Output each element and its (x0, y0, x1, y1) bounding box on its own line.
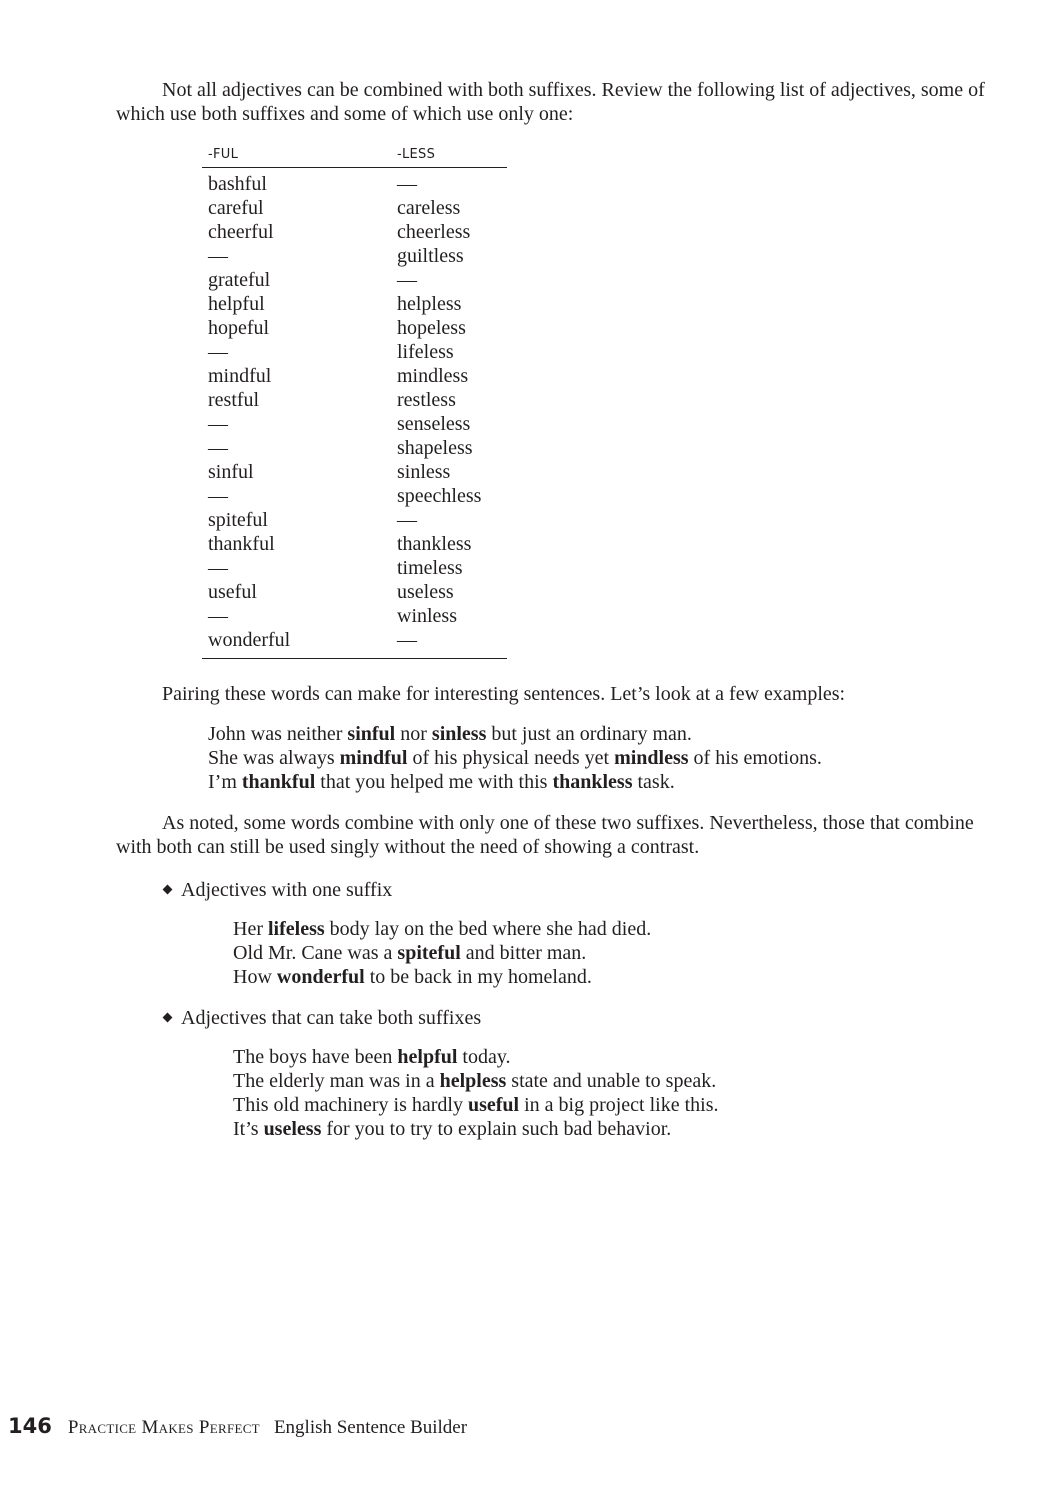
less-cell: — (397, 173, 417, 195)
ful-cell: mindful (208, 365, 272, 387)
bold-adjective: thankful (241, 771, 316, 793)
example-text: of his emotions. (688, 747, 822, 769)
example-text: How (233, 966, 277, 988)
ful-cell: careful (208, 197, 264, 219)
example-sentence (233, 941, 651, 965)
table-row (202, 168, 507, 197)
ful-cell: — (208, 557, 228, 579)
bold-adjective: helpless (439, 1070, 507, 1092)
example-text: It’s (233, 1118, 264, 1140)
table-row (202, 316, 507, 340)
table-row (202, 220, 507, 244)
table-row (202, 292, 507, 316)
diamond-bullet-icon (163, 885, 173, 895)
table-row (202, 268, 507, 292)
bold-adjective: thankless (552, 771, 633, 793)
ful-cell: — (208, 485, 228, 507)
series-title: Practice Makes Perfect (67, 1417, 260, 1438)
less-cell: lifeless (397, 341, 454, 363)
example-sentence (233, 1045, 718, 1069)
table-row (202, 244, 507, 268)
less-cell: careless (397, 197, 461, 219)
table-row (202, 556, 507, 580)
ful-cell: hopeful (208, 317, 270, 339)
example-text: in a big project like this. (519, 1094, 719, 1116)
less-cell: — (397, 269, 417, 291)
example-text: Old Mr. Cane was a (233, 942, 398, 964)
header-less: -LESS (393, 146, 507, 168)
less-cell: — (393, 628, 507, 659)
table-row (202, 460, 507, 484)
page-footer (8, 1414, 467, 1440)
less-cell: winless (397, 605, 457, 627)
example-list-both-suffixes (233, 1045, 718, 1141)
ful-cell: — (208, 413, 228, 435)
less-cell: senseless (397, 413, 471, 435)
example-sentence (233, 917, 651, 941)
table-row (202, 484, 507, 508)
bold-adjective: mindless (614, 747, 689, 769)
example-list-pairs (208, 722, 822, 794)
ful-cell: sinful (208, 461, 254, 483)
example-text: The elderly man was in a (233, 1070, 440, 1092)
ful-cell: useful (208, 581, 257, 603)
less-cell: speechless (397, 485, 482, 507)
suffix-table (202, 146, 507, 659)
diamond-bullet-icon (163, 1013, 173, 1023)
example-text: for you to try to explain such bad behavior. (321, 1118, 672, 1140)
example-sentence (208, 722, 822, 746)
table-header-row (202, 146, 507, 168)
bold-adjective: useful (467, 1094, 520, 1116)
book-title: English Sentence Builder (273, 1417, 468, 1438)
page-number: 146 (8, 1414, 52, 1438)
table-row (202, 340, 507, 364)
less-cell: thankless (397, 533, 472, 555)
example-text: She was always (208, 747, 340, 769)
bold-adjective: useless (263, 1118, 322, 1140)
example-text: to be back in my homeland. (364, 966, 592, 988)
ful-cell: bashful (208, 173, 267, 195)
less-cell: helpless (397, 293, 462, 315)
bold-adjective: lifeless (267, 918, 325, 940)
ful-cell: wonderful (202, 628, 393, 659)
example-sentence (233, 1069, 718, 1093)
less-cell: shapeless (397, 437, 473, 459)
example-text: The boys have been (233, 1046, 398, 1068)
table-row (202, 628, 507, 659)
less-cell: guiltless (397, 245, 464, 267)
header-ful: -FUL (202, 146, 393, 168)
ful-cell: — (208, 245, 228, 267)
table-row (202, 604, 507, 628)
table-row (202, 436, 507, 460)
ful-cell: spiteful (208, 509, 268, 531)
ful-cell: restful (208, 389, 260, 411)
table-row (202, 412, 507, 436)
pairing-paragraph: Pairing these words can make for interesting sentences. Let’s look at a few examples: (162, 683, 846, 705)
intro-paragraph: Not all adjectives can be combined with both suffixes. Review the following list of adjectives, some of which use both suffixes and some of which use only one: (116, 79, 985, 125)
table-row (202, 532, 507, 556)
example-sentence (233, 965, 651, 989)
ful-cell: — (208, 437, 228, 459)
ful-cell: helpful (208, 293, 265, 315)
example-sentence (233, 1093, 718, 1117)
example-sentence (208, 746, 822, 770)
example-text: but just an ordinary man. (486, 723, 692, 745)
less-cell: mindless (397, 365, 469, 387)
bold-adjective: mindful (339, 747, 408, 769)
table-row (202, 388, 507, 412)
example-sentence (208, 770, 822, 794)
example-text: John was neither (208, 723, 348, 745)
less-cell: restless (397, 389, 456, 411)
table-row (202, 508, 507, 532)
bold-adjective: spiteful (397, 942, 461, 964)
bold-adjective: helpful (397, 1046, 458, 1068)
example-text: nor (395, 723, 432, 745)
ful-cell: — (208, 341, 228, 363)
bold-adjective: sinful (347, 723, 396, 745)
table-row (202, 580, 507, 604)
example-text: body lay on the bed where she had died. (324, 918, 652, 940)
less-cell: useless (397, 581, 454, 603)
bold-adjective: wonderful (276, 966, 365, 988)
less-cell: timeless (397, 557, 463, 579)
example-text: state and unable to speak. (506, 1070, 717, 1092)
example-text: that you helped me with this (315, 771, 553, 793)
example-text: task. (632, 771, 675, 793)
table-row (202, 364, 507, 388)
ful-cell: thankful (208, 533, 275, 555)
example-text: and bitter man. (460, 942, 587, 964)
example-sentence (233, 1117, 718, 1141)
bullet-both-suffixes: Adjectives that can take both suffixes (162, 1006, 481, 1030)
less-cell: — (397, 509, 417, 531)
example-text: today. (457, 1046, 511, 1068)
bullet-one-suffix: Adjectives with one suffix (162, 878, 392, 902)
bold-adjective: sinless (431, 723, 487, 745)
less-cell: cheerless (397, 221, 471, 243)
ful-cell: cheerful (208, 221, 274, 243)
example-text: This old machinery is hardly (233, 1094, 468, 1116)
less-cell: sinless (397, 461, 451, 483)
example-list-one-suffix (233, 917, 651, 989)
table-row (202, 196, 507, 220)
example-text: Her (233, 918, 268, 940)
ful-cell: grateful (208, 269, 271, 291)
ful-cell: — (208, 605, 228, 627)
noted-paragraph: As noted, some words combine with only one of these two suffixes. Nevertheless, those that combine with both can still be used singly without the need of showing a contrast. (116, 812, 974, 858)
less-cell: hopeless (397, 317, 466, 339)
example-text: of his physical needs yet (407, 747, 615, 769)
example-text: I’m (208, 771, 242, 793)
